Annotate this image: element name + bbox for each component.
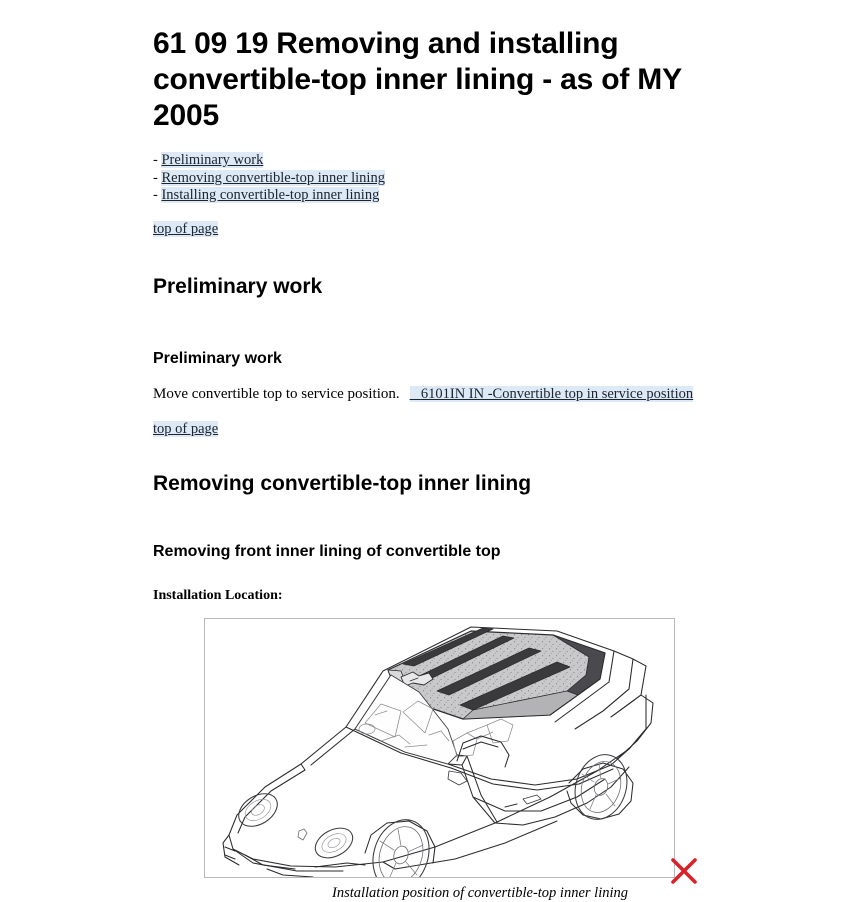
top-of-page-link-1[interactable]: top of page (153, 220, 219, 237)
figure-caption: Installation position of convertible-top inner lining (331, 884, 629, 901)
broken-image-x-icon (669, 856, 699, 886)
toc-link-preliminary-work[interactable]: Preliminary work (161, 152, 264, 168)
toc-bullet: - (153, 152, 158, 168)
section-heading-removing-inner-lining: Removing convertible-top inner lining (153, 471, 532, 495)
top-of-page-link-2[interactable]: top of page (153, 420, 219, 437)
headlight-right (310, 822, 358, 864)
rear-wheel (567, 747, 635, 825)
subheading-removing-front-inner-lining: Removing front inner lining of convertible top (153, 542, 501, 560)
toc-bullet: - (153, 169, 158, 186)
toc-item-1 (153, 170, 793, 188)
toc-link-installing-inner-lining[interactable]: Installing convertible-top inner lining (161, 187, 380, 203)
reference-link-label: 6101IN IN -Convertible top in service position (420, 385, 694, 402)
toc-item-0 (153, 152, 793, 170)
toc-item-2 (153, 187, 793, 205)
document-content (153, 0, 793, 901)
link-leading-space (410, 386, 421, 402)
toc-link-removing-inner-lining[interactable]: Removing convertible-top inner lining (161, 169, 385, 186)
instruction-text: Move convertible top to service position. (153, 385, 400, 402)
reference-link-service-position[interactable] (410, 386, 693, 402)
subheading-preliminary-work: Preliminary work (153, 349, 282, 367)
installation-location-label: Installation Location: (153, 587, 283, 603)
porsche-crest (298, 829, 307, 840)
convertible-top-inner-lining-illustration (205, 619, 674, 877)
figure-image-frame (204, 618, 675, 878)
toc-bullet: - (153, 187, 158, 203)
instruction-paragraph (153, 384, 793, 404)
table-of-contents (153, 152, 793, 205)
section-heading-preliminary-work: Preliminary work (153, 274, 323, 298)
page-title: 61 09 19 Removing and installing convertible-top inner lining - as of MY 2005 (153, 27, 682, 132)
